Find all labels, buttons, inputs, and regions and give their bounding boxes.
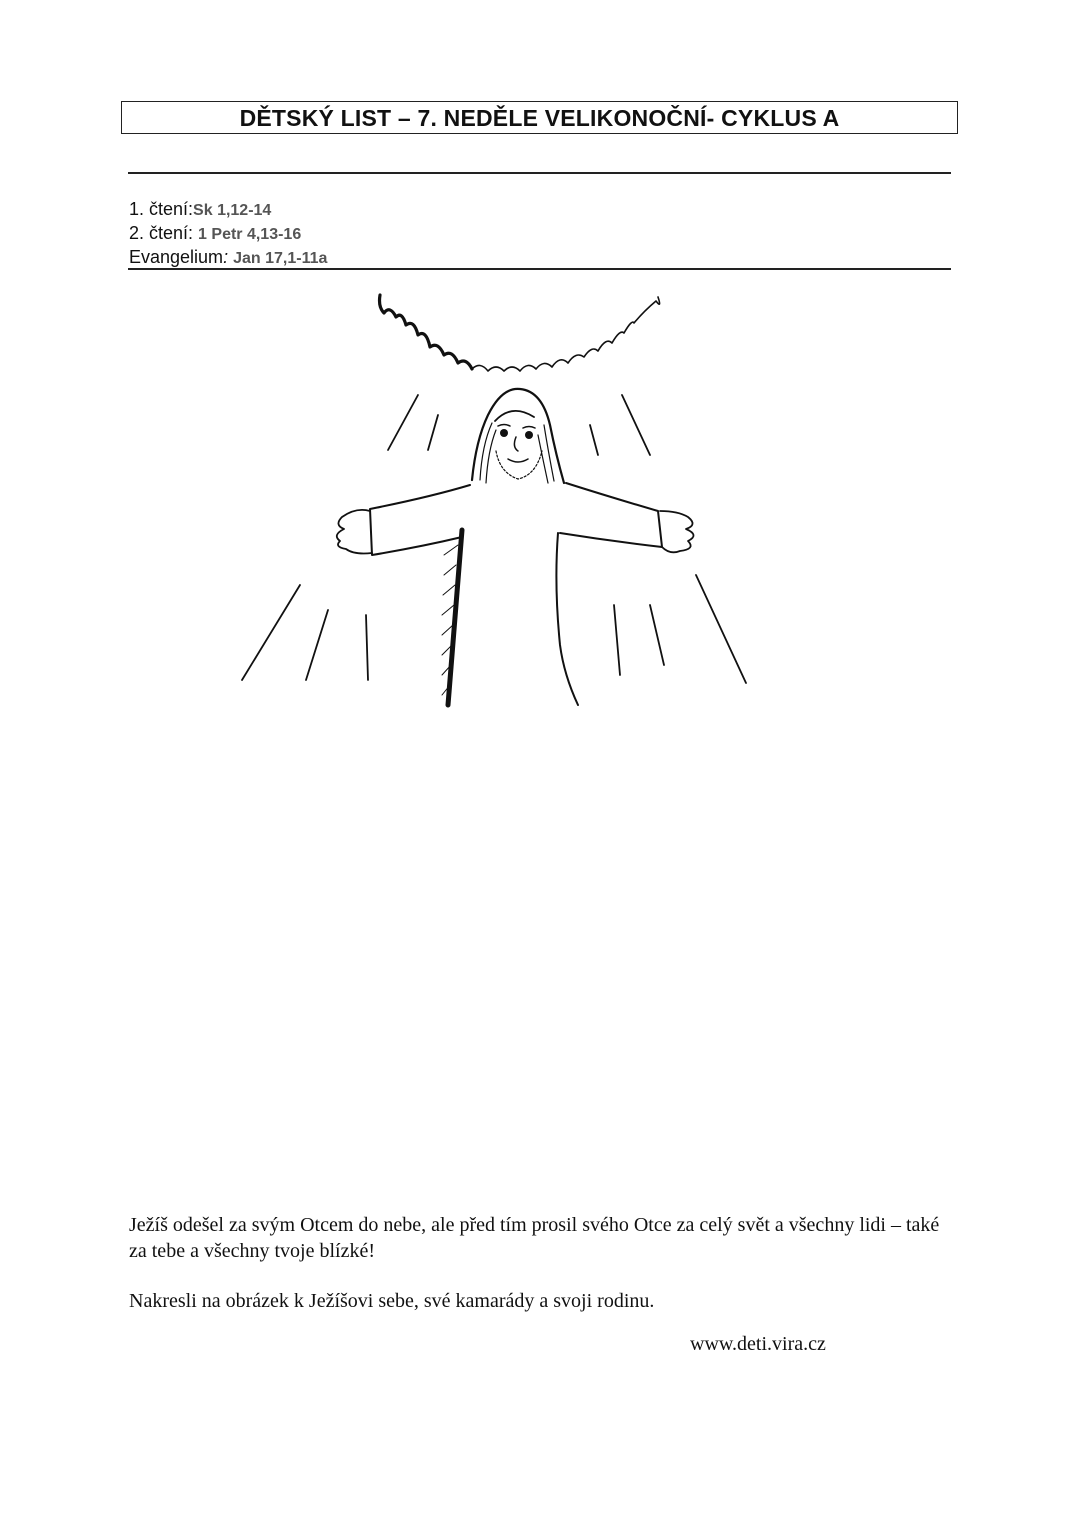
reading-gospel-label: Evangelium bbox=[129, 247, 224, 267]
drawing-instruction: Nakresli na obrázek k Ježíšovi sebe, své kamarády a svoji rodinu. bbox=[129, 1290, 655, 1312]
website-link[interactable]: www.deti.vira.cz bbox=[690, 1333, 826, 1355]
reading-1-label: 1. čtení: bbox=[129, 199, 194, 219]
jesus-ascension-drawing-icon bbox=[230, 285, 760, 715]
reading-gospel-colon: : bbox=[223, 247, 234, 267]
reading-2-label: 2. čtení: bbox=[129, 223, 199, 243]
readings-list bbox=[129, 198, 327, 270]
story-paragraph: Ježíš odešel za svým Otcem do nebe, ale před tím prosil svého Otce za celý svět a všechny lidi – také za tebe a všechny tvoje blízké! bbox=[129, 1214, 940, 1262]
reading-1 bbox=[129, 198, 327, 222]
instructions bbox=[129, 1212, 949, 1338]
top-divider bbox=[128, 172, 951, 174]
reading-gospel-ref: Jan 17,1-11a bbox=[233, 250, 328, 267]
reading-2 bbox=[129, 222, 327, 246]
reading-1-ref: Sk 1,12-14 bbox=[193, 202, 272, 219]
reading-gospel bbox=[129, 246, 327, 270]
bottom-divider bbox=[128, 268, 951, 270]
page-title: DĚTSKÝ LIST – 7. NEDĚLE VELIKONOČNÍ- CYKLUS A bbox=[121, 101, 958, 134]
reading-2-ref: 1 Petr 4,13-16 bbox=[198, 226, 302, 243]
